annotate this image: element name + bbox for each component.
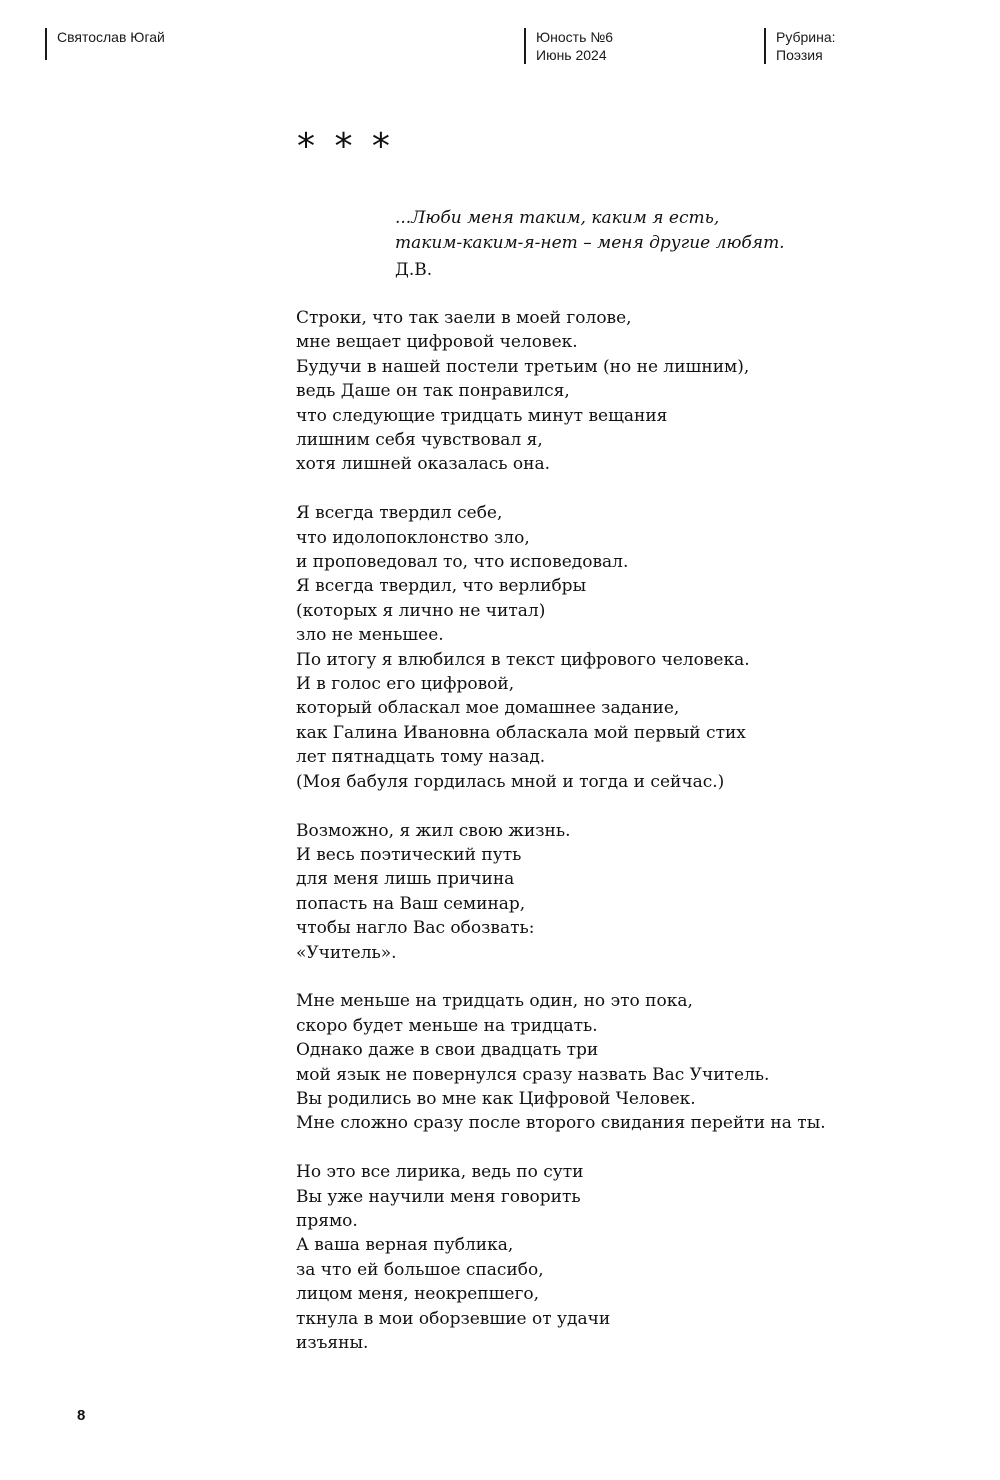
poem-line: что идолопоклонство зло, (296, 527, 530, 548)
poem-line: По итогу я влюбился в текст цифрового человека. (296, 649, 750, 670)
poem-line: прямо. (296, 1210, 358, 1231)
poem-line: Однако даже в свои двадцать три (296, 1040, 599, 1061)
header-issue-block (524, 28, 613, 64)
poem-line: «Учитель». (296, 942, 397, 963)
epigraph-signature: Д.В. (395, 260, 433, 280)
poem-line: за что ей большое спасибо, (296, 1259, 544, 1280)
issue-date: Июнь 2024 (536, 47, 607, 63)
stanza (296, 501, 826, 794)
poem-line: Возможно, я жил свою жизнь. (296, 820, 571, 841)
poem-line: скоро будет меньше на тридцать. (296, 1015, 598, 1036)
poem-line: мой язык не повернулся сразу назвать Вас Учитель. (296, 1064, 770, 1085)
epigraph (395, 206, 785, 283)
poem-line: Вы уже научили меня говорить (296, 1186, 581, 1207)
author-name: Святослав Югай (57, 29, 165, 45)
poem-line: лет пятнадцать тому назад. (296, 747, 546, 768)
stanza (296, 306, 826, 477)
poem-line: и проповедовал то, что исповедовал. (296, 552, 629, 573)
header-divider (764, 28, 766, 64)
poem-line: И в голос его цифровой, (296, 674, 515, 695)
poem-line: что следующие тридцать минут вещания (296, 405, 668, 426)
rubric-label: Рубрина: (776, 29, 836, 45)
issue-number: Юность №6 (536, 29, 614, 45)
epigraph-line: таким-каким-я-нет – меня другие любят. (395, 233, 785, 253)
stanza (296, 1160, 826, 1355)
poem-line: хотя лишней оказалась она. (296, 454, 551, 475)
poem-line: попасть на Ваш семинар, (296, 893, 526, 914)
poem-line: Вы родились во мне как Цифровой Человек. (296, 1088, 696, 1109)
poem-line: как Галина Ивановна обласкала мой первый стих (296, 722, 746, 743)
poem-line: (которых я лично не читал) (296, 600, 546, 621)
stanza (296, 819, 826, 965)
poem-line: для меня лишь причина (296, 869, 515, 890)
header-divider (45, 28, 47, 60)
poem-line: (Моя бабуля гордилась мной и тогда и сейчас.) (296, 771, 725, 792)
poem-line: лицом меня, неокрепшего, (296, 1284, 540, 1305)
header-author-block (45, 28, 165, 46)
poem-line: А ваша верная публика, (296, 1235, 514, 1256)
poem-line: Но это все лирика, ведь по сути (296, 1162, 584, 1183)
header-rubric-block (764, 28, 836, 64)
poem-line: изъяны. (296, 1333, 369, 1353)
poem-line: ведь Даше он так понравился, (296, 381, 570, 402)
poem-line: Будучи в нашей постели третьим (но не лишним), (296, 356, 750, 377)
stanza (296, 989, 826, 1135)
poem-title: * * * (297, 126, 394, 167)
poem-line: зло не меньшее. (296, 625, 444, 646)
rubric-value: Поэзия (776, 47, 823, 63)
poem-line: чтобы нагло Вас обозвать: (296, 918, 535, 939)
page-number: 8 (77, 1407, 86, 1424)
poem-line: мне вещает цифровой человек. (296, 332, 578, 353)
poem-line: лишним себя чувствовал я, (296, 430, 543, 451)
poem-line: Мне меньше на тридцать один, но это пока, (296, 991, 693, 1012)
epigraph-line: ...Люби меня таким, каким я есть, (395, 208, 720, 228)
poem-line: Мне сложно сразу после второго свидания перейти на ты. (296, 1113, 826, 1134)
poem-line: Я всегда твердил себе, (296, 503, 503, 524)
poem-line: который обласкал мое домашнее задание, (296, 698, 680, 719)
poem-body (296, 306, 826, 1380)
header-divider (524, 28, 526, 64)
poem-line: Я всегда твердил, что верлибры (296, 576, 587, 597)
poem-line: И весь поэтический путь (296, 844, 522, 865)
poem-line: ткнула в мои оборзевшие от удачи (296, 1308, 611, 1329)
poem-line: Строки, что так заели в моей голове, (296, 308, 632, 328)
